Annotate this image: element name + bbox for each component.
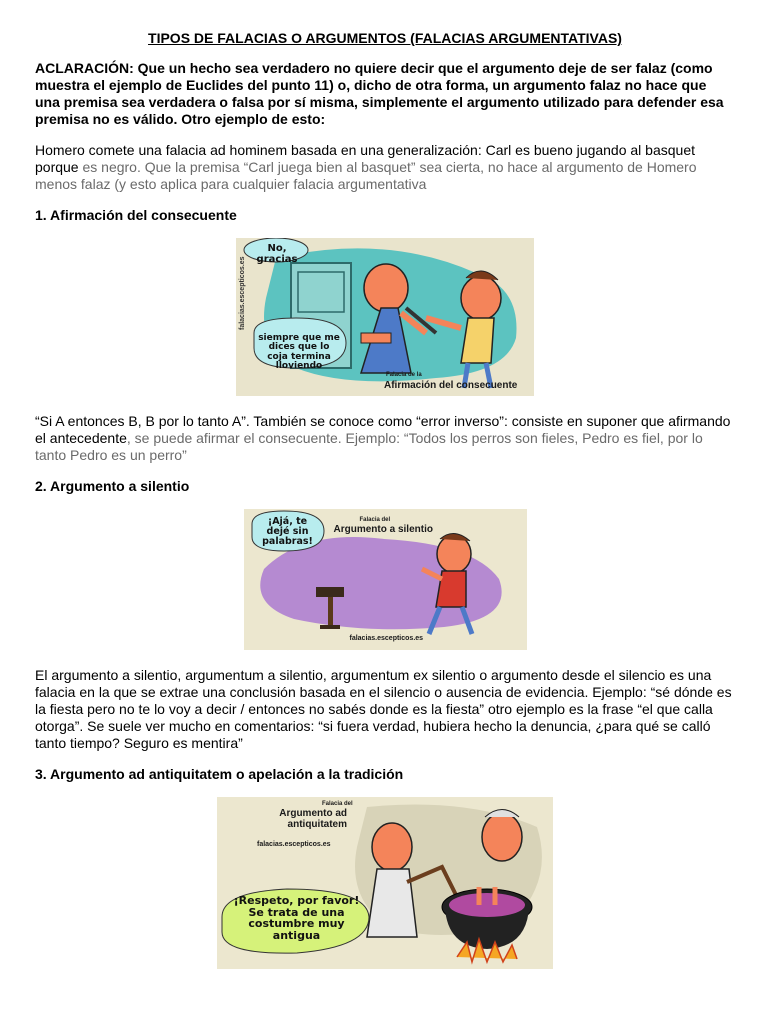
denuncia-link[interactable]: denuncia (530, 718, 588, 734)
caption-small-1: Falacia de la (386, 372, 422, 378)
speech-bubble-tradition: ¡Respeto, por favor! Se trata de una costumbre muy antigua (233, 894, 360, 942)
section-2-text-b: , ¿para qué se calló tanto tiempo? Seguro es mentira” (35, 718, 711, 751)
example-text-1: Homero comete una falacia ad hominem basada en una generalización: Carl es bueno jugando al basquet porque (35, 142, 695, 175)
speech-bubble-silence: ¡Ajá, te dejé sin palabras! (262, 516, 313, 547)
section-1-text (35, 413, 735, 464)
section-3-heading: 3. Argumento ad antiquitatem o apelación a la tradición (35, 766, 404, 782)
section-2-text (35, 667, 735, 752)
caption-small-3: Falacia del (322, 801, 353, 807)
website-label-3: falacias.escepticos.es (257, 841, 331, 848)
section-1-text-b: , se puede afirmar el consecuente. Ejemplo: “Todos los perros son fieles, Pedro es fiel, por lo tanto Pedro es un perro” (35, 430, 703, 463)
cartoon-affirming-consequent (236, 238, 534, 396)
website-label-2: falacias.escepticos.es (349, 635, 424, 642)
caption-2: Argumento a silentio (333, 524, 433, 535)
clarification-paragraph: ACLARACIÓN: Que un hecho sea verdadero no quiere decir que el argumento deje de ser falaz (como muestra el ejemplo de Euclides del punto 11) o, dicho de otra forma, un argumento falaz no hace que una premisa sea verdadera o falsa por sí misma, simplemente el argumento utilizado para defender esa premisa no es válido. Otro ejemplo de esto: (35, 60, 724, 127)
example-paragraph (35, 142, 735, 193)
caption-1: Afirmación del consecuente (384, 380, 518, 391)
antecedente-link[interactable]: antecedente (49, 430, 127, 446)
section-2-text-a: El argumento a silentio, argumentum a silentio, argumentum ex silentio o argumento desde el silencio es una falacia en la que se extrae una conclusión basada en el silencio o ausencia de evidencia. Ejemplo: “sé dónde es la fiesta pero no te lo voy a decir / entonces no sabés donde es la fiesta” otro ejemplo es la frase “el que calla otorga”. Se suele ver mucho en comentarios: “si fuera verdad, hubiera hecho la (35, 667, 732, 734)
section-1-text-a: “Si A entonces B, B por lo tanto A”. También se conoce como “error inverso”: consiste en suponer que afirmando el (35, 413, 731, 446)
section-1-heading: 1. Afirmación del consecuente (35, 207, 237, 223)
cartoon-ad-antiquitatem (217, 797, 553, 969)
cartoon-argument-silence (244, 509, 527, 650)
example-text-2: es negro. Que la premisa “Carl juega bien al basquet” sea cierta, no hace al argumento de Homero menos falaz (y esto aplica para cualquier falacia argumentativa (35, 159, 697, 192)
caption-3: Argumento ad antiquitatem (279, 808, 347, 830)
speech-bubble-2: siempre que me dices que lo coja termina lloviendo (258, 333, 340, 372)
document (35, 30, 735, 986)
caption-small-2: Falacia del (359, 517, 391, 523)
side-website-label: falacias.escepticos.es (239, 256, 246, 330)
section-2-heading: 2. Argumento a silentio (35, 478, 190, 494)
page-title: TIPOS DE FALACIAS O ARGUMENTOS (FALACIAS ARGUMENTATIVAS) (148, 30, 622, 46)
speech-bubble-1: No, gracias (256, 243, 298, 265)
